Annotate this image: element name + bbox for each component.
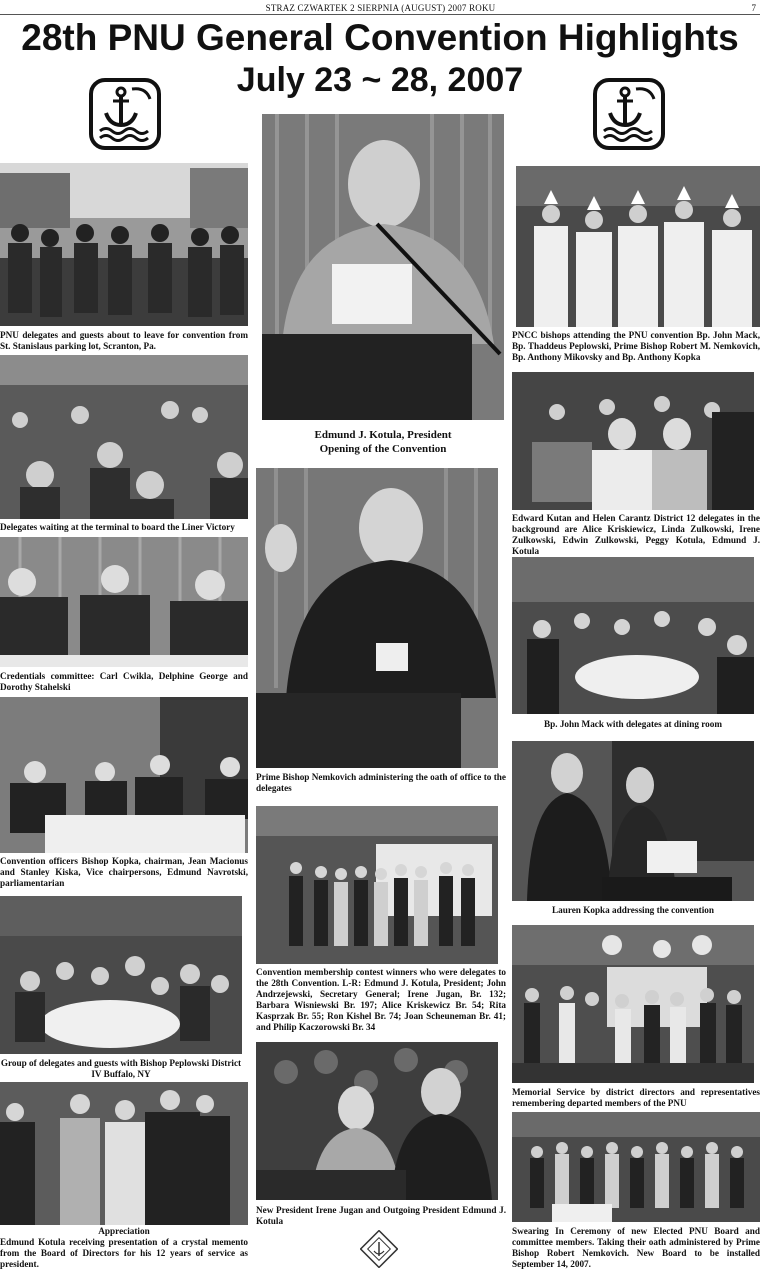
anchor-waves-icon [592,77,666,151]
caption-district-12: Edward Kutan and Helen Carantz District 12 delegates in the background are Alice Kriskiewicz, Linda Zulkowski, Irene Zulkowski, Edwin Zulkowski, Peggy Kotula, Edmund J. Kotula [512,513,760,556]
page-subtitle-dates: July 23 ~ 28, 2007 [236,61,524,99]
photo-lauren-kopka [512,741,754,901]
page-number: 7 [751,3,756,13]
photo-new-president [256,1042,498,1200]
footer-emblem [360,1230,398,1268]
photo-terminal-waiting [0,355,248,519]
photo-credentials-committee [0,537,248,667]
photo-parking-lot-departure [0,163,248,326]
photo-memorial-service [512,925,754,1083]
caption-new-president: New President Irene Jugan and Outgoing President Edmund J. Kotula [256,1205,506,1226]
caption-credentials: Credentials committee: Carl Cwikla, Delphine George and Dorothy Stahelski [0,671,248,692]
caption-swearing-in: Swearing In Ceremony of new Elected PNU Board and committee members. Taking their oath administered by Prime Bishop Robert Nemkovich. New Board to be installed September 14, 2007. [512,1226,760,1269]
caption-memorial-service: Memorial Service by district directors and representatives remembering departed members of the PNU [512,1087,760,1108]
anchor-logo-left [88,77,162,151]
anchor-waves-icon [88,77,162,151]
page-title: 28th PNU General Convention Highlights [21,17,739,58]
running-head: STRAZ CZWARTEK 2 SIERPNIA (AUGUST) 2007 ROKU [258,3,503,15]
caption-convention-officers: Convention officers Bishop Kopka, chairman, Jean Macionus and Stanley Kiska, Vice chairpersons, Edmund Navrotski, parliamentarian [0,856,248,888]
header-rule [0,14,760,15]
caption-terminal: Delegates waiting at the terminal to board the Liner Victory [0,522,235,532]
photo-district-12-delegates [512,372,754,510]
caption-appreciation: Edmund Kotula receiving presentation of a crystal memento from the Board of Directors for his 12 years of service as president. [0,1237,248,1269]
photo-appreciation [0,1082,248,1225]
caption-contest-winners: Convention membership contest winners who were delegates to the 28th Convention. L-R: Edmund J. Kotula, President; John Andrzejewski, Secretary General; Irene Jugan, Br. 132; Barbara Wisniewski Br. 197; Alice Kriskewicz Br. 54; Rita Kasprzak Br. 55; Ron Kishel Br. 74; Joan Scheuneman Br. 41; and Philip Kaczorowski Br. 34 [256,967,506,1032]
caption-dining-room: Bp. John Mack with delegates at dining room [544,719,722,729]
photo-swearing-in [512,1112,760,1222]
caption-lauren-kopka: Lauren Kopka addressing the convention [551,905,714,915]
caption-nemkovich-oath: Prime Bishop Nemkovich administering the oath of office to the delegates [256,772,506,793]
photo-dining-room [512,557,754,714]
caption-kotula-line1: Edmund J. Kotula, President [314,429,452,441]
photo-kotula-opening [262,114,504,420]
photo-group-bishop-peplowski [0,896,242,1054]
caption-appreciation-title: Appreciation [98,1226,150,1236]
caption-group-peplowski: Group of delegates and guests with Bishop Peplowski District IV Buffalo, NY [0,1058,242,1079]
caption-pncc-bishops: PNCC bishops attending the PNU convention Bp. John Mack, Bp. Thaddeus Peplowski, Prime Bishop Robert M. Nemkovich, Bp. Anthony Mikovsky and Bp. Anthony Kopka [512,330,760,362]
photo-contest-winners [256,806,498,964]
anchor-logo-right [592,77,666,151]
photo-nemkovich-oath [256,468,498,768]
photo-pncc-bishops [516,166,760,327]
pnu-emblem-icon [360,1230,398,1268]
photo-convention-officers [0,697,248,853]
caption-kotula-line2: Opening of the Convention [319,443,447,455]
caption-parking-lot: PNU delegates and guests about to leave for convention from St. Stanislaus parking lot, Scranton, Pa. [0,330,248,351]
